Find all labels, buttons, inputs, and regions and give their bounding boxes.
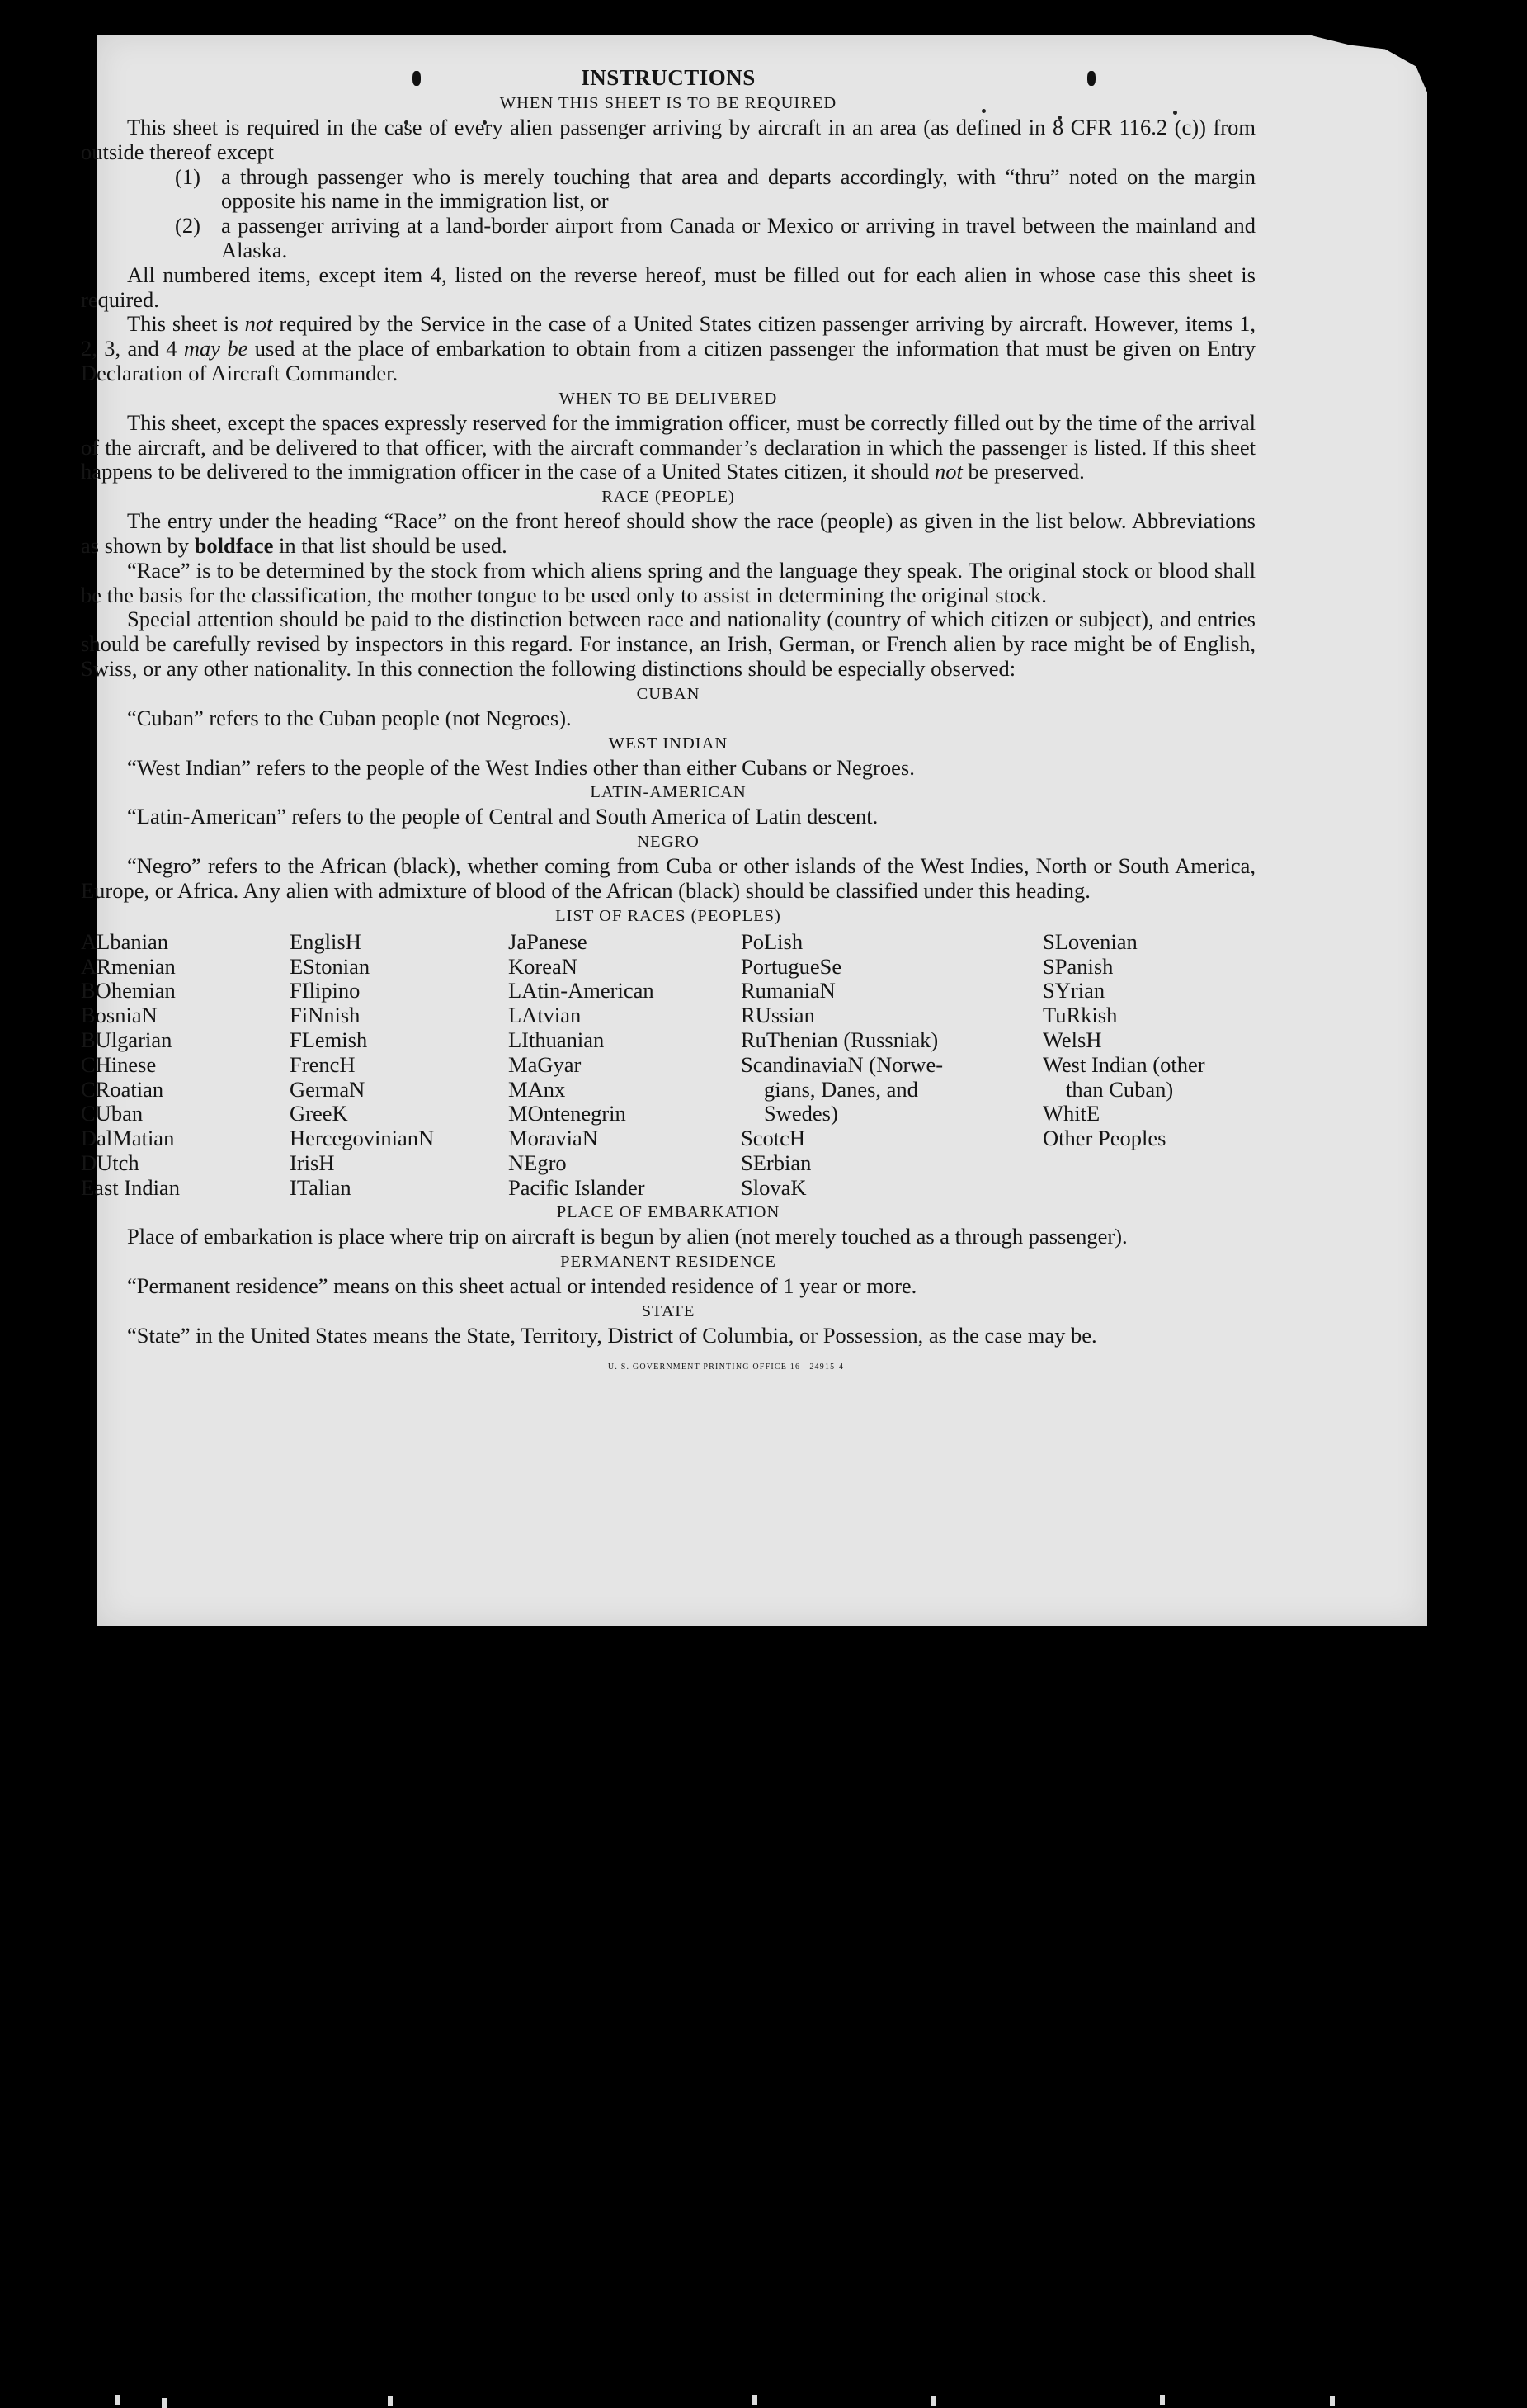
scan-edge: [0, 2377, 1527, 2408]
race-entry: BUlgarian: [81, 1027, 172, 1052]
race-entry: BosniaN: [81, 1003, 158, 1028]
heading-cuban: CUBAN: [636, 684, 700, 703]
race-entry: SlovaK: [741, 1174, 807, 1200]
race-entry: WhitE: [1043, 1101, 1100, 1126]
race-entry: RumaniaN: [741, 978, 836, 1003]
speck: [931, 2396, 936, 2406]
paragraph: “Negro” refers to the African (black), whether coming from Cuba or other islands of the West Indies, North or South America, Europe, or Africa. Any alien with admixture of blood of the African (black) should be classified under this heading.: [81, 853, 1256, 903]
race-entry: East Indian: [81, 1174, 180, 1200]
race-entry: LAtvian: [508, 1003, 582, 1028]
race-entry: DUtch: [81, 1150, 139, 1175]
race-entry: EStonian: [290, 953, 370, 979]
text-run: required by the Service in the case of a United States citizen passenger arriving by aircraft. However, items 1, 2, 3, and 4: [81, 311, 1256, 361]
heading-west-indian: WEST INDIAN: [608, 734, 728, 753]
race-column: [508, 930, 741, 1201]
paragraph: All numbered items, except item 4, listed on the reverse hereof, must be filled out for each alien in whose case this sheet is required.: [81, 262, 1256, 312]
race-entry: RuThenian (Russniak): [741, 1027, 939, 1052]
race-entry: BOhemian: [81, 978, 176, 1003]
paragraph: “Cuban” refers to the Cuban people (not Negroes).: [127, 705, 572, 730]
paragraph: [81, 411, 1256, 484]
heading-when-required: WHEN THIS SHEET IS TO BE REQUIRED: [499, 94, 837, 112]
item-number: (2): [175, 213, 200, 238]
list-item: [175, 165, 1256, 215]
race-entry: ARmenian: [81, 953, 176, 979]
speck: [388, 2396, 393, 2406]
race-entry: CRoatian: [81, 1076, 164, 1102]
paragraph: Place of embarkation is place where trip on aircraft is begun by alien (not merely touched as a through passenger).: [127, 1224, 1128, 1249]
race-entry: RUssian: [741, 1003, 815, 1028]
race-entry: JaPanese: [508, 928, 587, 954]
item-number: (1): [175, 163, 200, 189]
heading-negro: NEGRO: [637, 833, 700, 852]
race-entry: HercegovinianN: [290, 1126, 435, 1151]
paragraph: “State” in the United States means the State, Territory, District of Columbia, or Possession, as the case may be.: [127, 1323, 1097, 1348]
speck: [1330, 2396, 1335, 2406]
printer-imprint: U. S. GOVERNMENT PRINTING OFFICE 16—24915-4: [607, 1362, 845, 1372]
race-entry: Swedes): [764, 1101, 838, 1126]
paragraph: “Race” is to be determined by the stock from which aliens spring and the language they speak. The original stock or blood shall be the basis for the classification, the mother tongue to be used only to assist in determining the original stock.: [81, 557, 1256, 607]
race-entry: MOntenegrin: [508, 1101, 626, 1126]
race-entry: IrisH: [290, 1150, 335, 1175]
paragraph: Special attention should be paid to the distinction between race and nationality (country of which citizen or subject), and entries should be carefully revised by inspectors in this regard. For instance, an Irish, German, or French alien by race might be of English, Swiss, or any other nationality. In this connection the following distinctions should be especially observed:: [81, 607, 1256, 681]
heading-when-delivered: WHEN TO BE DELIVERED: [558, 389, 778, 408]
text-run: This sheet is: [127, 311, 245, 337]
race-entry: CHinese: [81, 1051, 157, 1077]
race-entry: SErbian: [741, 1150, 812, 1175]
race-column: [81, 930, 290, 1201]
paragraph: This sheet is required in the case of every alien passenger arriving by aircraft in an area (as defined in 8 CFR 116.2 (c)) from outside thereof except: [81, 115, 1256, 164]
race-column: [1043, 930, 1256, 1201]
heading-list-of-races: LIST OF RACES (PEOPLES): [555, 906, 781, 925]
speck: [1160, 2395, 1165, 2405]
paragraph: [81, 509, 1256, 559]
race-entry: FIlipino: [290, 978, 361, 1003]
race-entry: LAtin-American: [508, 978, 654, 1003]
instructions-text: [81, 64, 1256, 1380]
race-entry: Pacific Islander: [508, 1174, 645, 1200]
race-entry: ALbanian: [81, 928, 168, 954]
paragraph: [81, 312, 1256, 385]
paragraph: “Permanent residence” means on this sheet actual or intended residence of 1 year or more.: [127, 1273, 917, 1299]
paragraph: “West Indian” refers to the people of the West Indies other than either Cubans or Negroes.: [127, 754, 915, 780]
speck: [752, 2395, 757, 2405]
race-entry: MaGyar: [508, 1051, 582, 1077]
race-entry: SYrian: [1043, 978, 1105, 1003]
race-entry: FrencH: [290, 1051, 356, 1077]
race-entry: SLovenian: [1043, 928, 1138, 954]
race-entry: ITalian: [290, 1174, 351, 1200]
text-run: This sheet, except the spaces expressly reserved for the immigration officer, must be correctly filled out by the time of the arrival of the aircraft, and be delivered to that officer, with the aircraft commander’s declaration in which the passenger is listed. If this sheet happens to be delivered to the immigration officer in the case of a United States citizen, it should: [81, 409, 1256, 484]
race-column: [290, 930, 508, 1201]
race-entry: LIthuanian: [508, 1027, 605, 1052]
race-entry: PoLish: [741, 928, 804, 954]
race-entry: CUban: [81, 1101, 144, 1126]
race-entry: NEgro: [508, 1150, 567, 1175]
heading-state: STATE: [641, 1302, 695, 1321]
race-entry: MoraviaN: [508, 1126, 598, 1151]
emphasis: not: [934, 459, 963, 484]
item-text: a passenger arriving at a land-border airport from Canada or Mexico or arriving in travel between the mainland and Alaska.: [221, 213, 1256, 262]
item-text: a through passenger who is merely touching that area and departs accordingly, with “thru” noted on the margin opposite his name in the immigration list, or: [221, 163, 1256, 214]
race-entry: MAnx: [508, 1076, 566, 1102]
heading-permanent-residence: PERMANENT RESIDENCE: [560, 1253, 776, 1272]
race-entry: Other Peoples: [1043, 1126, 1166, 1151]
race-entry: SPanish: [1043, 953, 1114, 979]
race-entry: PortugueSe: [741, 953, 842, 979]
text-run: be preserved.: [962, 459, 1085, 484]
speck: [115, 2395, 120, 2405]
bold-text: boldface: [194, 532, 274, 558]
race-entry: DalMatian: [81, 1126, 175, 1151]
races-table: [81, 930, 1256, 1201]
page-title: INSTRUCTIONS: [581, 65, 756, 90]
race-entry: GermaN: [290, 1076, 365, 1102]
text-run: The entry under the heading “Race” on the front hereof should show the race (people) as given in the list below. Abbreviations as shown by: [81, 508, 1256, 558]
race-entry: EnglisH: [290, 928, 361, 954]
race-column: [741, 930, 1043, 1201]
paragraph: “Latin-American” refers to the people of Central and South America of Latin descent.: [127, 804, 879, 829]
race-entry: West Indian (other: [1043, 1051, 1205, 1077]
race-entry: than Cuban): [1066, 1076, 1174, 1102]
race-entry: KoreaN: [508, 953, 577, 979]
list-item: [175, 214, 1256, 263]
race-entry: ScotcH: [741, 1126, 806, 1151]
heading-place-of-embarkation: PLACE OF EMBARKATION: [556, 1203, 780, 1222]
race-entry: FiNnish: [290, 1003, 361, 1028]
text-run: in that list should be used.: [273, 532, 507, 558]
heading-race: RACE (PEOPLE): [601, 488, 735, 507]
emphasis: not: [244, 311, 273, 337]
race-entry: gians, Danes, and: [764, 1076, 918, 1102]
race-entry: FLemish: [290, 1027, 368, 1052]
heading-latin-american: LATIN-AMERICAN: [590, 783, 747, 802]
race-entry: GreeK: [290, 1101, 348, 1126]
race-entry: TuRkish: [1043, 1003, 1118, 1028]
speck: [162, 2398, 167, 2408]
emphasis: may be: [183, 336, 248, 361]
race-entry: ScandinaviaN (Norwe-: [741, 1051, 944, 1077]
text-run: used at the place of embarkation to obtain from a citizen passenger the information that must be given on Entry Declaration of Aircraft Commander.: [81, 336, 1256, 385]
race-entry: WelsH: [1043, 1027, 1102, 1052]
